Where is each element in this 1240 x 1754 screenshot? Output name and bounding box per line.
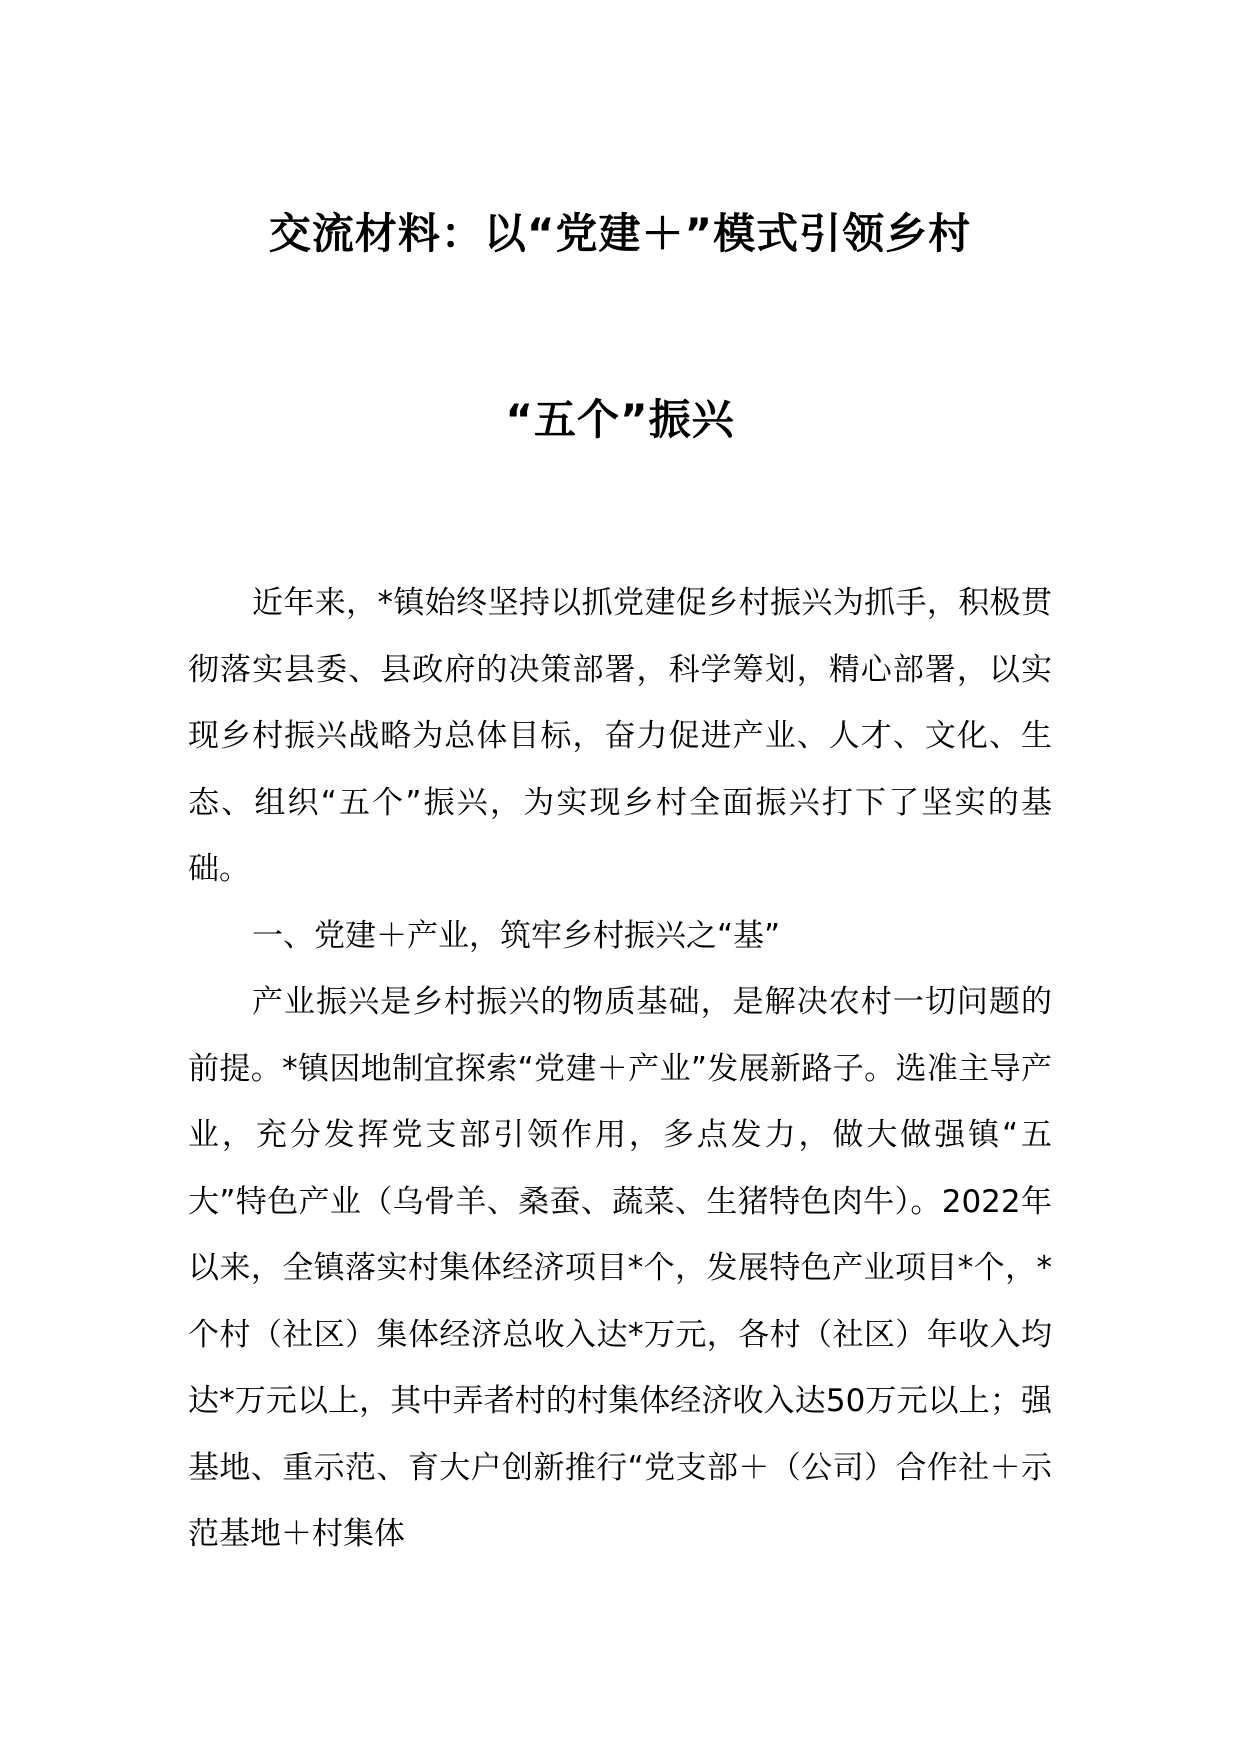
intro-paragraph: 近年来，*镇始终坚持以抓党建促乡村振兴为抓手，积极贯彻落实县委、县政府的决策部署，科学筹划，精心部署，以实现乡村振兴战略为总体目标，奋力促进产业、人才、文化、生态、组织“五个”振兴，为实现乡村全面振兴打下了坚实的基础。 — [188, 585, 1052, 887]
body-paragraph: 产业振兴是乡村振兴的物质基础，是解决农村一切问题的前提。*镇因地制宜探索“党建＋产业”发展新路子。选准主导产业，充分发挥党支部引领作用，多点发力，做大做强镇“五大”特色产业（乌骨羊、桑蚕、蔬菜、生猪特色肉牛）。2022年以来，全镇落实村集体经济项目*个，发展特色产业项目*个，*个村（社区）集体经济总收入达*万元，各村（社区）年收入均达*万元以上，其中弄者村的村集体经济收入达50万元以上；强基地、重示范、育大户创新推行“党支部＋（公司）合作社＋示范基地＋村集体 — [188, 984, 1052, 1552]
section-heading: 一、党建＋产业，筑牢乡村振兴之“基” — [252, 917, 781, 954]
document-title-line-1: 交流材料：以“党建＋”模式引领乡村 — [268, 209, 972, 258]
document-title-line-2: “五个”振兴 — [505, 395, 735, 444]
document-body — [188, 570, 1052, 1568]
